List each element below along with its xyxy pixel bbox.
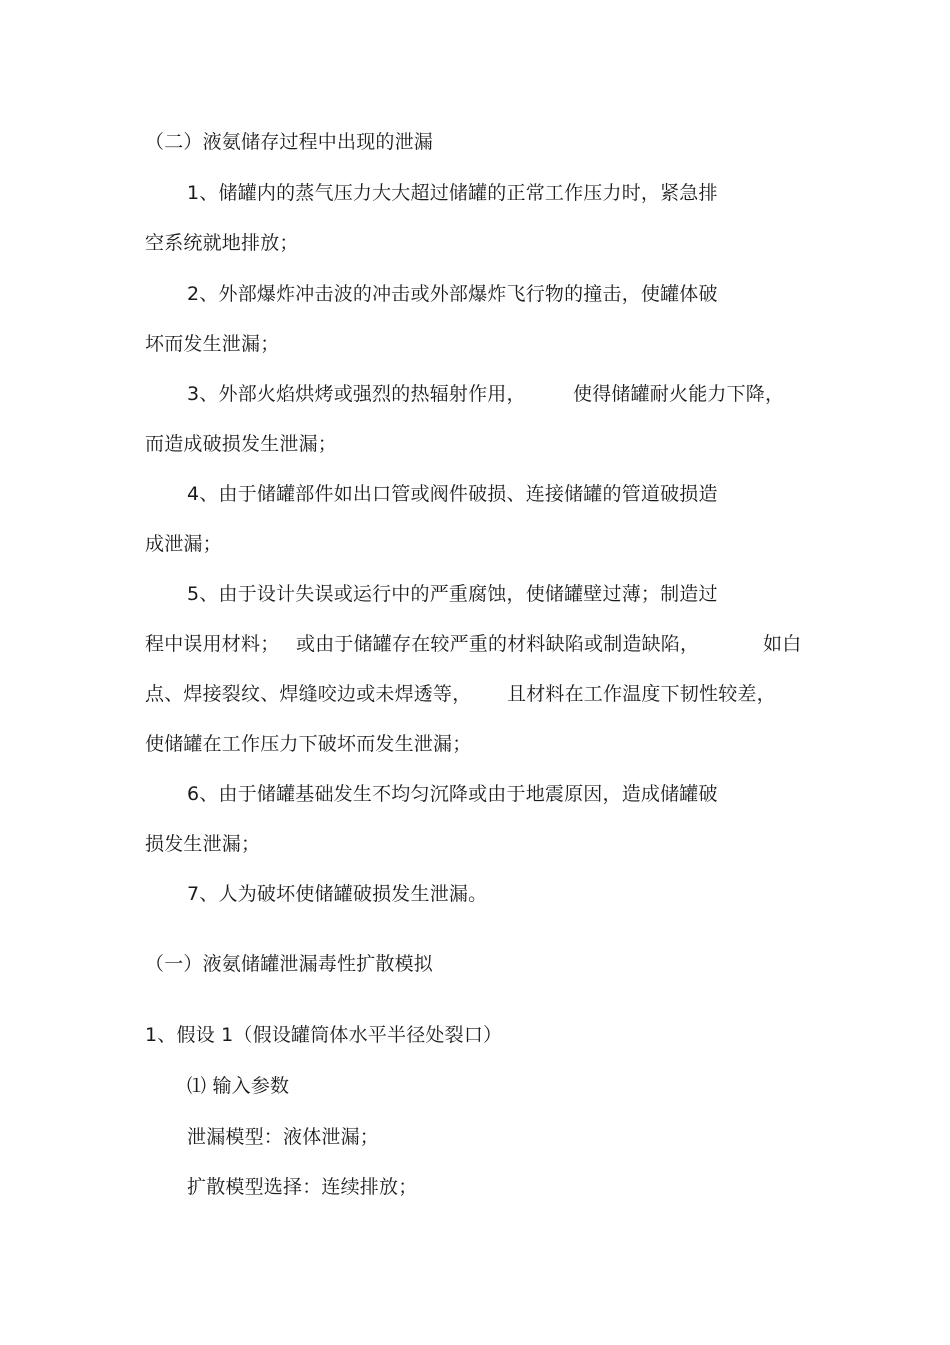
item-7-line-1: 7、人为破坏使储罐破损发生泄漏。 — [187, 883, 488, 905]
item-1-line-2: 空系统就地排放； — [145, 232, 299, 254]
section-one-heading: （一）液氨储罐泄漏毒性扩散模拟 — [145, 953, 434, 975]
item-6-line-2: 损发生泄漏； — [145, 833, 261, 855]
item-6-line-1: 6、由于储罐基础发生不均匀沉降或由于地震原因，造成储罐破 — [187, 783, 718, 805]
item-4-line-2: 成泄漏； — [145, 533, 222, 555]
param-diffusion-model: 扩散模型选择：连续排放； — [187, 1176, 418, 1198]
assumption-1: 1、假设 1（假设罐筒体水平半径处裂口） — [145, 1024, 503, 1046]
item-5-line-3b: 且材料在工作温度下韧性较差， — [507, 683, 776, 705]
section-two-heading: （二）液氨储存过程中出现的泄漏 — [145, 131, 434, 153]
item-5-line-4: 使储罐在工作压力下破坏而发生泄漏； — [145, 733, 472, 755]
item-1-line-1: 1、储罐内的蒸气压力大大超过储罐的正常工作压力时，紧急排 — [187, 182, 718, 204]
item-5-line-2b: 或由于储罐存在较严重的材料缺陷或制造缺陷， — [296, 633, 700, 655]
item-5-line-2a: 程中误用材料； — [145, 633, 280, 655]
item-5-line-3a: 点、焊接裂纹、焊缝咬边或未焊透等， — [145, 683, 472, 705]
input-params-heading: ⑴ 输入参数 — [187, 1075, 290, 1097]
item-4-line-1: 4、由于储罐部件如出口管或阀件破损、连接储罐的管道破损造 — [187, 483, 718, 505]
item-2-line-1: 2、外部爆炸冲击波的冲击或外部爆炸飞行物的撞击，使罐体破 — [187, 283, 718, 305]
item-3-line-1a: 3、外部火焰烘烤或强烈的热辐射作用， — [187, 383, 526, 405]
item-3-line-1b: 使得储罐耐火能力下降， — [573, 383, 785, 405]
param-leak-model: 泄漏模型：液体泄漏； — [187, 1126, 380, 1148]
item-2-line-2: 坏而发生泄漏； — [145, 333, 280, 355]
item-3-line-2: 而造成破损发生泄漏； — [145, 433, 338, 455]
item-5-line-1: 5、由于设计失误或运行中的严重腐蚀，使储罐壁过薄；制造过 — [187, 583, 718, 605]
item-5-line-2c: 如白 — [763, 633, 802, 655]
